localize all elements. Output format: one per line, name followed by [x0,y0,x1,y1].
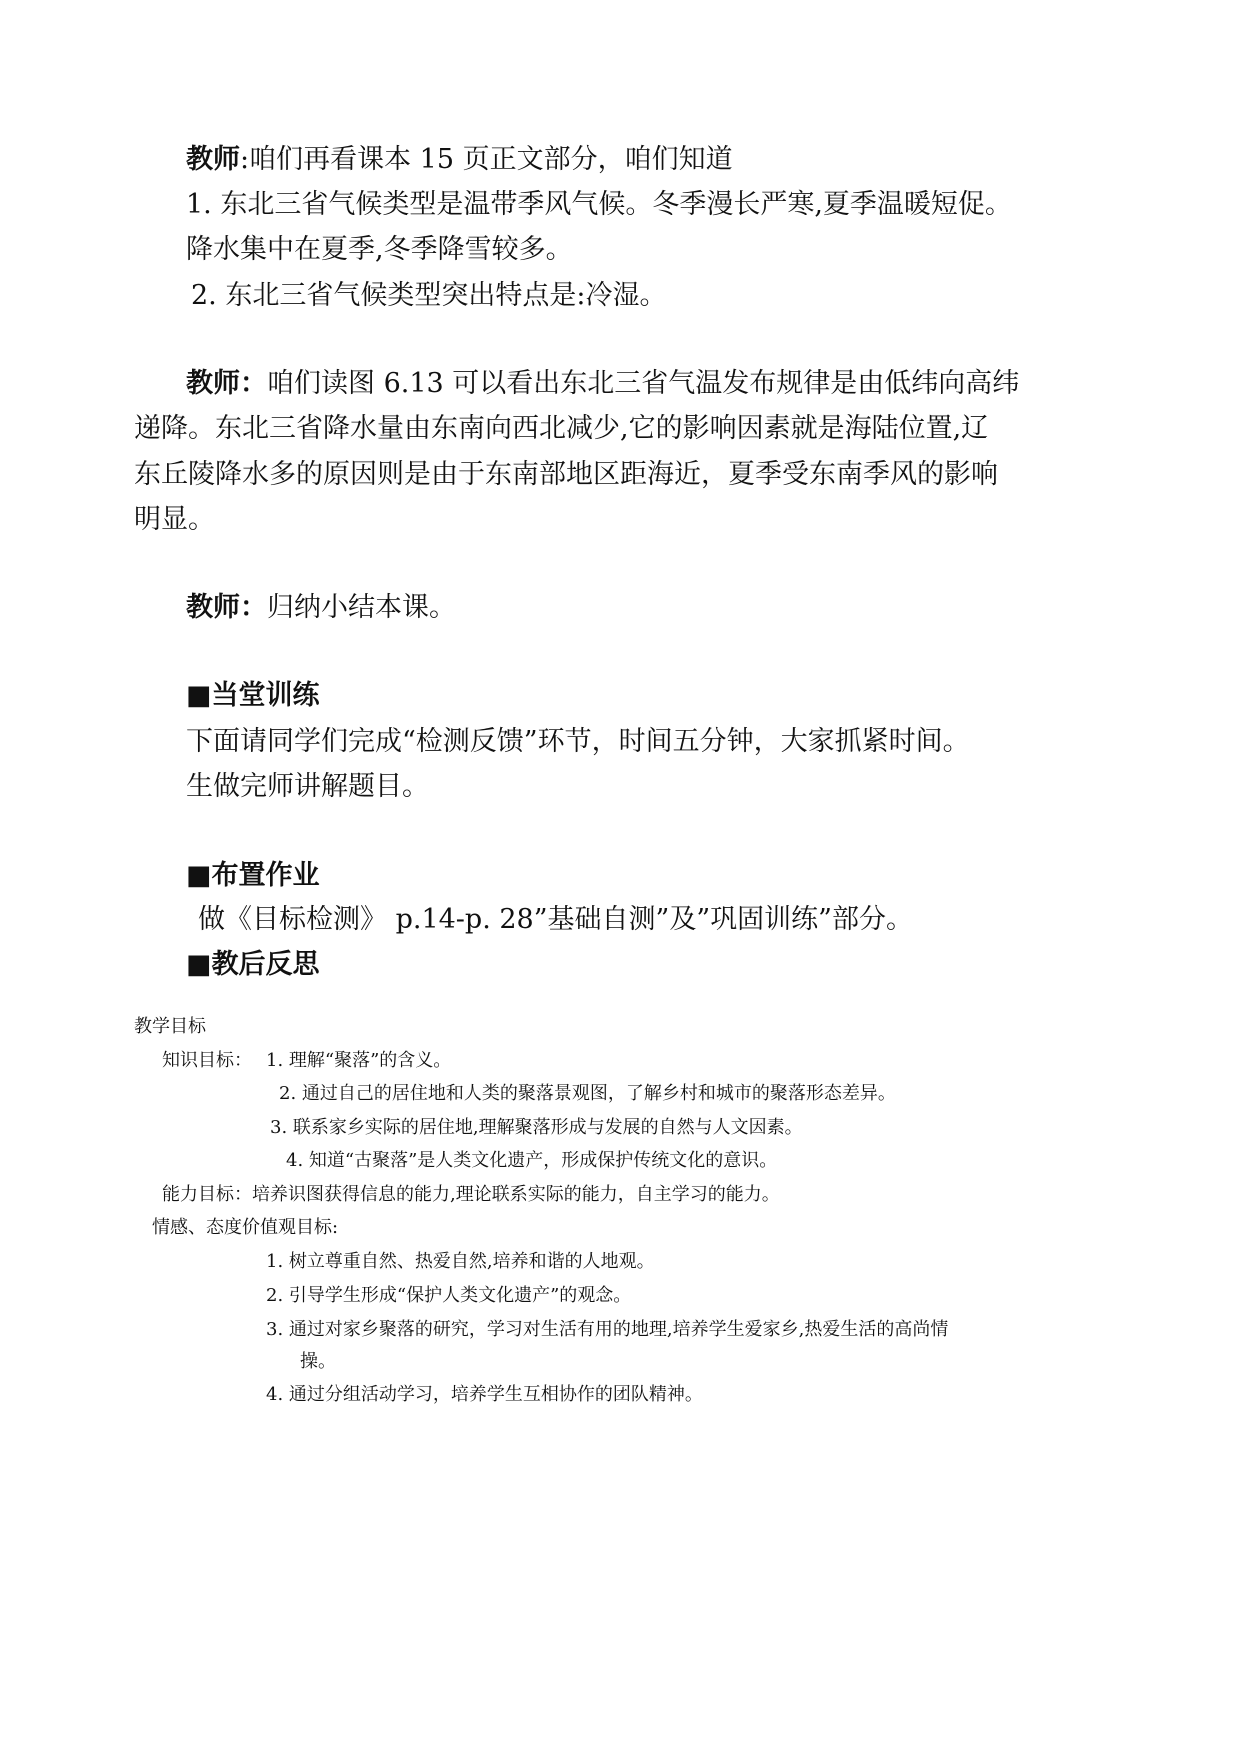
emotion-goal-1: 1. 树立尊重自然、热爱自然,培养和谐的人地观。 [266,1251,655,1272]
ability-goal: 能力目标：培养识图获得信息的能力,理论联系实际的能力，自主学习的能力。 [162,1184,780,1205]
paragraph-line: 递降。东北三省降水量由东南向西北减少,它的影响因素就是海陆位置,辽 [134,413,989,444]
paragraph-text: 归纳小结本课。 [267,592,456,623]
emotion-goal-2: 2. 引导学生形成“保护人类文化遗产”的观念。 [266,1285,632,1306]
goals-title: 教学目标 [134,1016,206,1037]
heading-homework: ■布置作业 [186,860,320,891]
knowledge-goal-3: 3. 联系家乡实际的居住地,理解聚落形成与发展的自然与人文因素。 [270,1117,803,1138]
list-item-climate-type: 1. 东北三省气候类型是温带季风气候。冬季漫长严寒,夏季温暖短促。 [186,189,1012,220]
paragraph-teacher-intro [186,146,733,173]
paragraph-text: 咱们读图 6.13 可以看出东北三省气温发布规律是由低纬向高纬 [267,368,1020,399]
knowledge-goal-label: 知识目标： [162,1050,252,1071]
paragraph-line: 下面请同学们完成“检测反馈”环节，时间五分钟，大家抓紧时间。 [186,726,970,757]
paragraph-teacher-map [186,370,1019,397]
paragraph-text: :咱们再看课本 15 页正文部分，咱们知道 [240,144,733,175]
speaker-label: 教师： [186,368,267,399]
emotion-goal-4: 4. 通过分组活动学习，培养学生互相协作的团队精神。 [266,1384,703,1405]
emotion-goal-label: 情感、态度价值观目标: [152,1217,339,1238]
knowledge-goal-text: 1. 理解“聚落”的含义。 [266,1050,452,1071]
knowledge-goal-4: 4. 知道“古聚落”是人类文化遗产，形成保护传统文化的意识。 [286,1150,778,1171]
knowledge-goal-2: 2. 通过自己的居住地和人类的聚落景观图，了解乡村和城市的聚落形态差异。 [279,1083,896,1104]
paragraph-line: 明显。 [134,504,215,535]
heading-reflection: ■教后反思 [186,949,320,980]
list-item-climate-type-cont: 降水集中在夏季,冬季降雪较多。 [186,234,573,265]
speaker-label: 教师 [186,144,240,175]
emotion-goal-3-cont: 操。 [300,1351,336,1372]
paragraph-teacher-summary [186,594,456,621]
paragraph-line: 做《目标检测》 p.14-p. 28”基础自测”及”巩固训练”部分。 [198,904,913,935]
list-item-climate-feature: 2. 东北三省气候类型突出特点是:冷湿。 [191,280,667,311]
emotion-goal-3: 3. 通过对家乡聚落的研究，学习对生活有用的地理,培养学生爱家乡,热爱生活的高尚情 [266,1319,949,1340]
paragraph-line: 东丘陵降水多的原因则是由于东南部地区距海近，夏季受东南季风的影响 [134,459,998,490]
speaker-label: 教师： [186,592,267,623]
heading-training: ■当堂训练 [186,680,320,711]
paragraph-line: 生做完师讲解题目。 [186,771,429,802]
knowledge-goal-1 [162,1052,451,1070]
